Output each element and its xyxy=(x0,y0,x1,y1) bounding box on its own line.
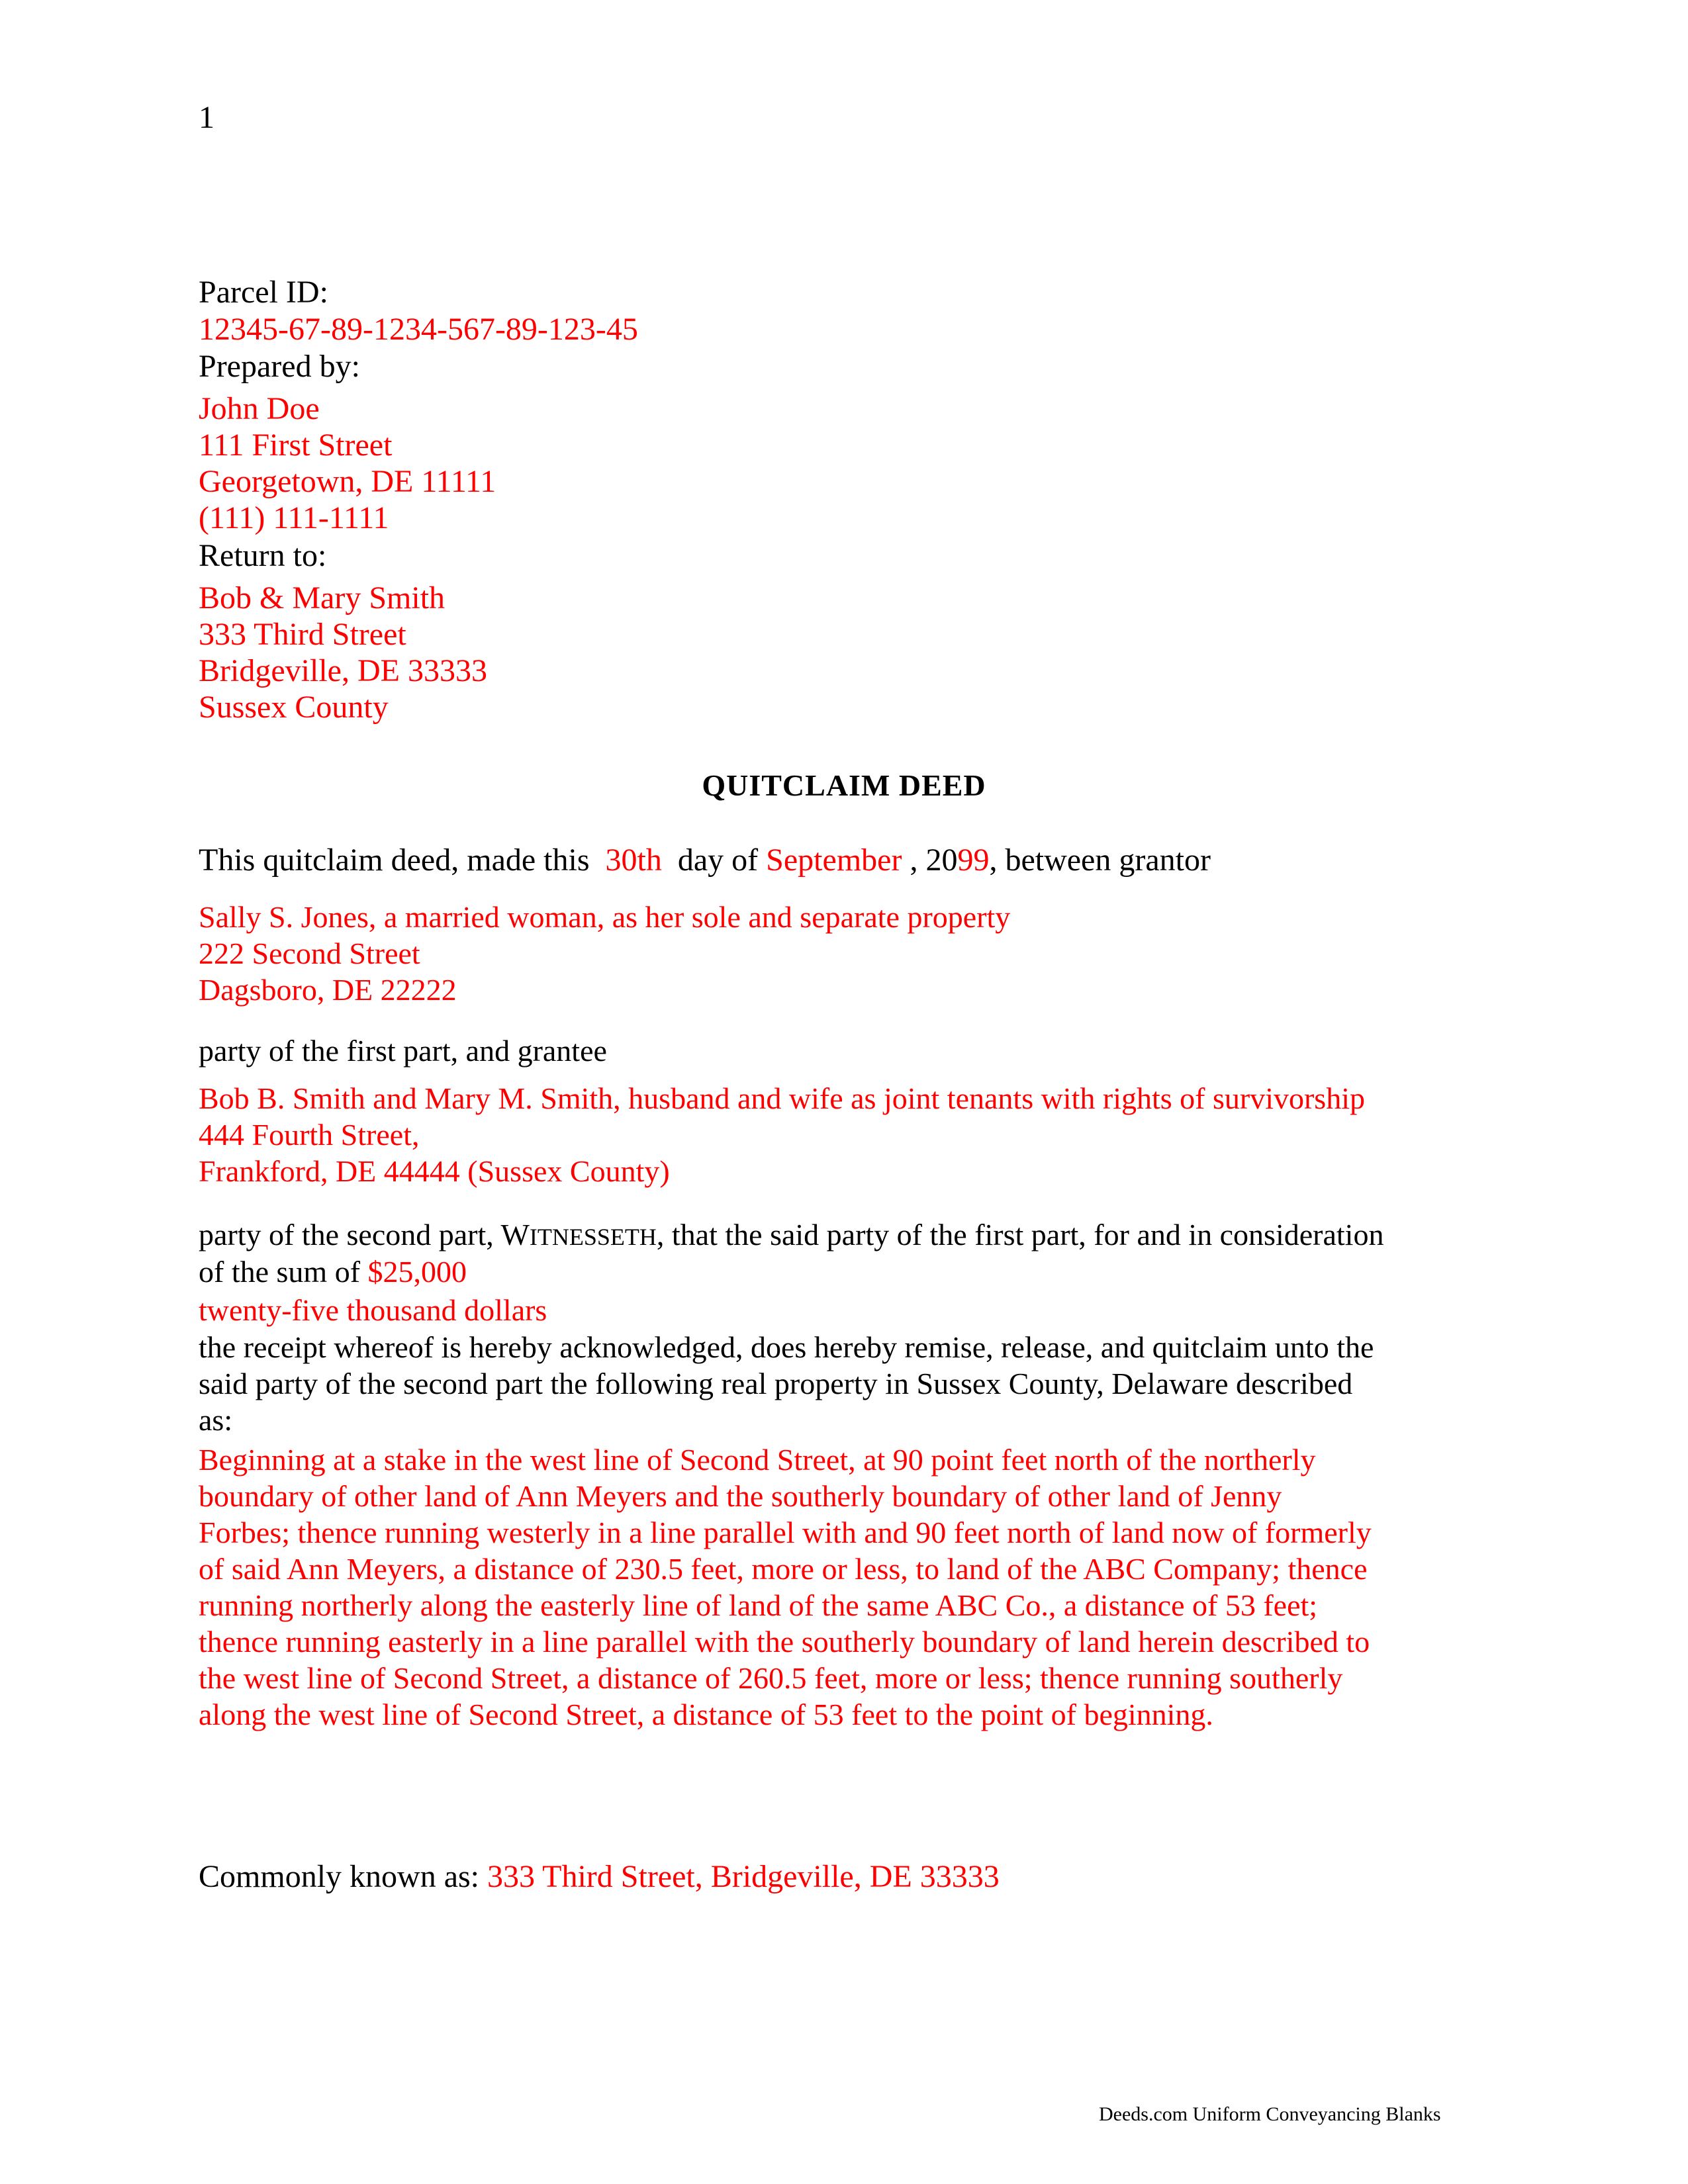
return-to-name: Bob & Mary Smith xyxy=(199,580,445,615)
return-to-street: 333 Third Street xyxy=(199,617,406,652)
return-to-label: Return to: xyxy=(199,538,327,573)
sum-prefix: of the sum of xyxy=(199,1255,361,1289)
grantee-city: Frankford, DE 44444 (Sussex County) xyxy=(199,1154,670,1188)
prepared-by-name: John Doe xyxy=(199,391,320,426)
legal-line-1: Beginning at a stake in the west line of Second Street, at 90 point feet north of the northerly xyxy=(199,1443,1316,1477)
legal-line-7: the west line of Second Street, a distance of 260.5 feet, more or less; thence running southerly xyxy=(199,1661,1343,1695)
grantor-city: Dagsboro, DE 22222 xyxy=(199,973,457,1007)
commonly-known-line xyxy=(199,1858,1000,1895)
sum-amount: $25,000 xyxy=(367,1255,467,1289)
prepared-by-street: 111 First Street xyxy=(199,428,393,463)
witness-line xyxy=(199,1216,1383,1255)
footer-text: Deeds.com Uniform Conveyancing Blanks xyxy=(1099,2103,1441,2125)
parcel-id-label: Parcel ID: xyxy=(199,275,328,310)
intro-line xyxy=(199,842,1211,879)
legal-line-2: boundary of other land of Ann Meyers and the southerly boundary of other land of Jenny xyxy=(199,1479,1282,1513)
sum-words: twenty-five thousand dollars xyxy=(199,1293,547,1327)
intro-month: September xyxy=(766,842,902,878)
intro-year-suffix: 99 xyxy=(957,842,990,878)
page-number: 1 xyxy=(199,100,214,135)
witness-post: , that the said party of the first part, for and in consideration xyxy=(656,1218,1384,1251)
witness-pre: party of the second part, xyxy=(199,1218,494,1251)
receipt-line-3: as: xyxy=(199,1403,233,1437)
commonly-known-label: Commonly known as: xyxy=(199,1859,480,1894)
intro-suffix: , between grantor xyxy=(989,842,1211,878)
intro-day: 30th xyxy=(605,842,662,878)
grantee-street: 444 Fourth Street, xyxy=(199,1118,420,1152)
witness-rest: ITNESSETH xyxy=(529,1224,657,1250)
legal-line-5: running northerly along the easterly line of land of the same ABC Co., a distance of 53 feet; xyxy=(199,1588,1318,1622)
return-to-county: Sussex County xyxy=(199,690,389,725)
legal-line-8: along the west line of Second Street, a distance of 53 feet to the point of beginning. xyxy=(199,1698,1213,1731)
grantee-name: Bob B. Smith and Mary M. Smith, husband and wife as joint tenants with rights of survivorship xyxy=(199,1081,1365,1115)
parcel-id-value: 12345-67-89-1234-567-89-123-45 xyxy=(199,312,638,347)
witness-cap: W xyxy=(500,1218,530,1251)
document-title: QUITCLAIM DEED xyxy=(702,768,986,802)
intro-year-prefix: , 20 xyxy=(910,842,958,878)
return-to-city: Bridgeville, DE 33333 xyxy=(199,653,487,688)
first-party-text: party of the first part, and grantee xyxy=(199,1034,607,1068)
legal-line-4: of said Ann Meyers, a distance of 230.5 feet, more or less, to land of the ABC Company; thence xyxy=(199,1552,1368,1586)
prepared-by-label: Prepared by: xyxy=(199,349,360,384)
prepared-by-city: Georgetown, DE 11111 xyxy=(199,464,496,499)
intro-prefix: This quitclaim deed, made this xyxy=(199,842,590,878)
legal-line-3: Forbes; thence running westerly in a line parallel with and 90 feet north of land now of formerly xyxy=(199,1516,1372,1549)
intro-day-of: day of xyxy=(677,842,759,878)
grantor-name: Sally S. Jones, a married woman, as her sole and separate property xyxy=(199,900,1011,934)
grantor-street: 222 Second Street xyxy=(199,936,420,970)
sum-line xyxy=(199,1253,467,1291)
receipt-line-1: the receipt whereof is hereby acknowledged, does hereby remise, release, and quitclaim unto the xyxy=(199,1330,1374,1364)
commonly-known-address: 333 Third Street, Bridgeville, DE 33333 xyxy=(487,1859,1000,1894)
receipt-line-2: said party of the second part the following real property in Sussex County, Delaware described xyxy=(199,1367,1353,1400)
legal-line-6: thence running easterly in a line parallel with the southerly boundary of land herein described to xyxy=(199,1625,1370,1659)
prepared-by-phone: (111) 111-1111 xyxy=(199,500,389,535)
